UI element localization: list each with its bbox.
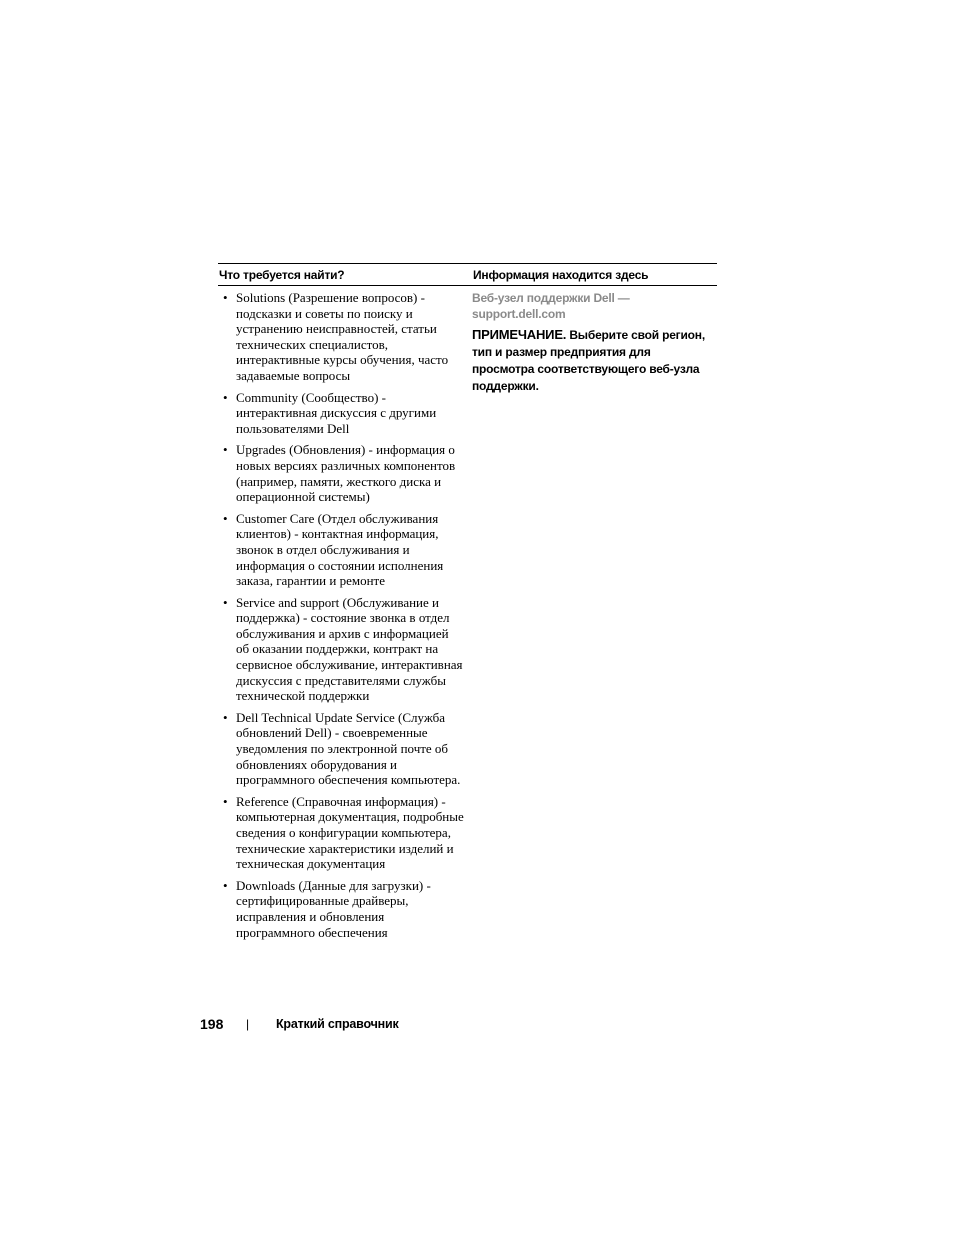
- list-item: [218, 794, 464, 872]
- footer-title: Краткий справочник: [276, 1017, 399, 1031]
- link-url: support.dell.com: [472, 307, 566, 321]
- note-text: Выберите свой регион, тип и размер предприятия для просмотра соответствующего веб-узла поддержки.: [472, 328, 705, 393]
- list-item-text: Customer Care (Отдел обслуживания клиентов) - контактная информация, звонок в отдел обслуживания и информация о состоянии исполнения заказа, гарантии и ремонте: [236, 510, 444, 589]
- bullet: •: [223, 793, 228, 809]
- table-body: [218, 286, 717, 946]
- list-item-text: Dell Technical Update Service (Служба обновлений Dell) - своевременные уведомления по электронной почте об обновлениях оборудования и программного обеспечения компьютера.: [236, 709, 461, 788]
- bullet: •: [223, 389, 228, 405]
- note-label: ПРИМЕЧАНИЕ.: [472, 327, 567, 342]
- list-item: [218, 710, 464, 788]
- header-what-to-find: Что требуется найти?: [219, 267, 345, 282]
- list-item-text: Reference (Справочная информация) - компьютерная документация, подробные сведения о конфигурации компьютера, технические характеристики изделий и техническая документация: [236, 793, 464, 872]
- list-item-text: Upgrades (Обновления) - информация о новых версиях различных компонентов (например, памяти, жесткого диска и операционной системы): [236, 442, 456, 505]
- list-item: [218, 595, 464, 704]
- list-item: [218, 442, 464, 504]
- bullet: •: [223, 290, 228, 305]
- dell-support-link[interactable]: [472, 290, 717, 322]
- bullet: •: [223, 594, 228, 610]
- bullet: •: [223, 709, 228, 725]
- bullet: •: [223, 510, 228, 526]
- list-item-text: Community (Сообщество) - интерактивная дискуссия с другими пользователями Dell: [236, 389, 437, 436]
- header-where-info: Информация находится здесь: [473, 267, 649, 282]
- left-column: [218, 290, 472, 946]
- footer-separator: |: [246, 1017, 250, 1031]
- list-item-text: Downloads (Данные для загрузки) - сертифицированные драйверы, исправления и обновления программного обеспечения: [236, 877, 431, 940]
- link-label: Веб-узел поддержки Dell —: [472, 291, 630, 305]
- page-number: 198: [200, 1016, 224, 1032]
- table-header: [218, 263, 717, 286]
- list-item-text: Solutions (Разрешение вопросов) - подсказки и советы по поиску и устранению неисправностей, статьи технических специалистов, интерактивные курсы обучения, часто задаваемые вопросы: [236, 290, 449, 383]
- list-item: [218, 511, 464, 589]
- list-item: [218, 878, 464, 940]
- info-table: [218, 263, 717, 946]
- right-column: [472, 290, 717, 946]
- bullet: •: [223, 442, 228, 458]
- list-item: [218, 290, 464, 384]
- list-item-text: Service and support (Обслуживание и поддержка) - состояние звонка в отдел обслуживания и архив с информацией об оказании поддержки, контракт на сервисное обслуживание, интерактивная дискуссия с представителями службы технической поддержки: [236, 594, 463, 704]
- bullet: •: [223, 877, 228, 893]
- resource-list: [218, 290, 472, 940]
- note: [472, 326, 712, 395]
- page-footer: [200, 1016, 399, 1032]
- list-item: [218, 390, 464, 437]
